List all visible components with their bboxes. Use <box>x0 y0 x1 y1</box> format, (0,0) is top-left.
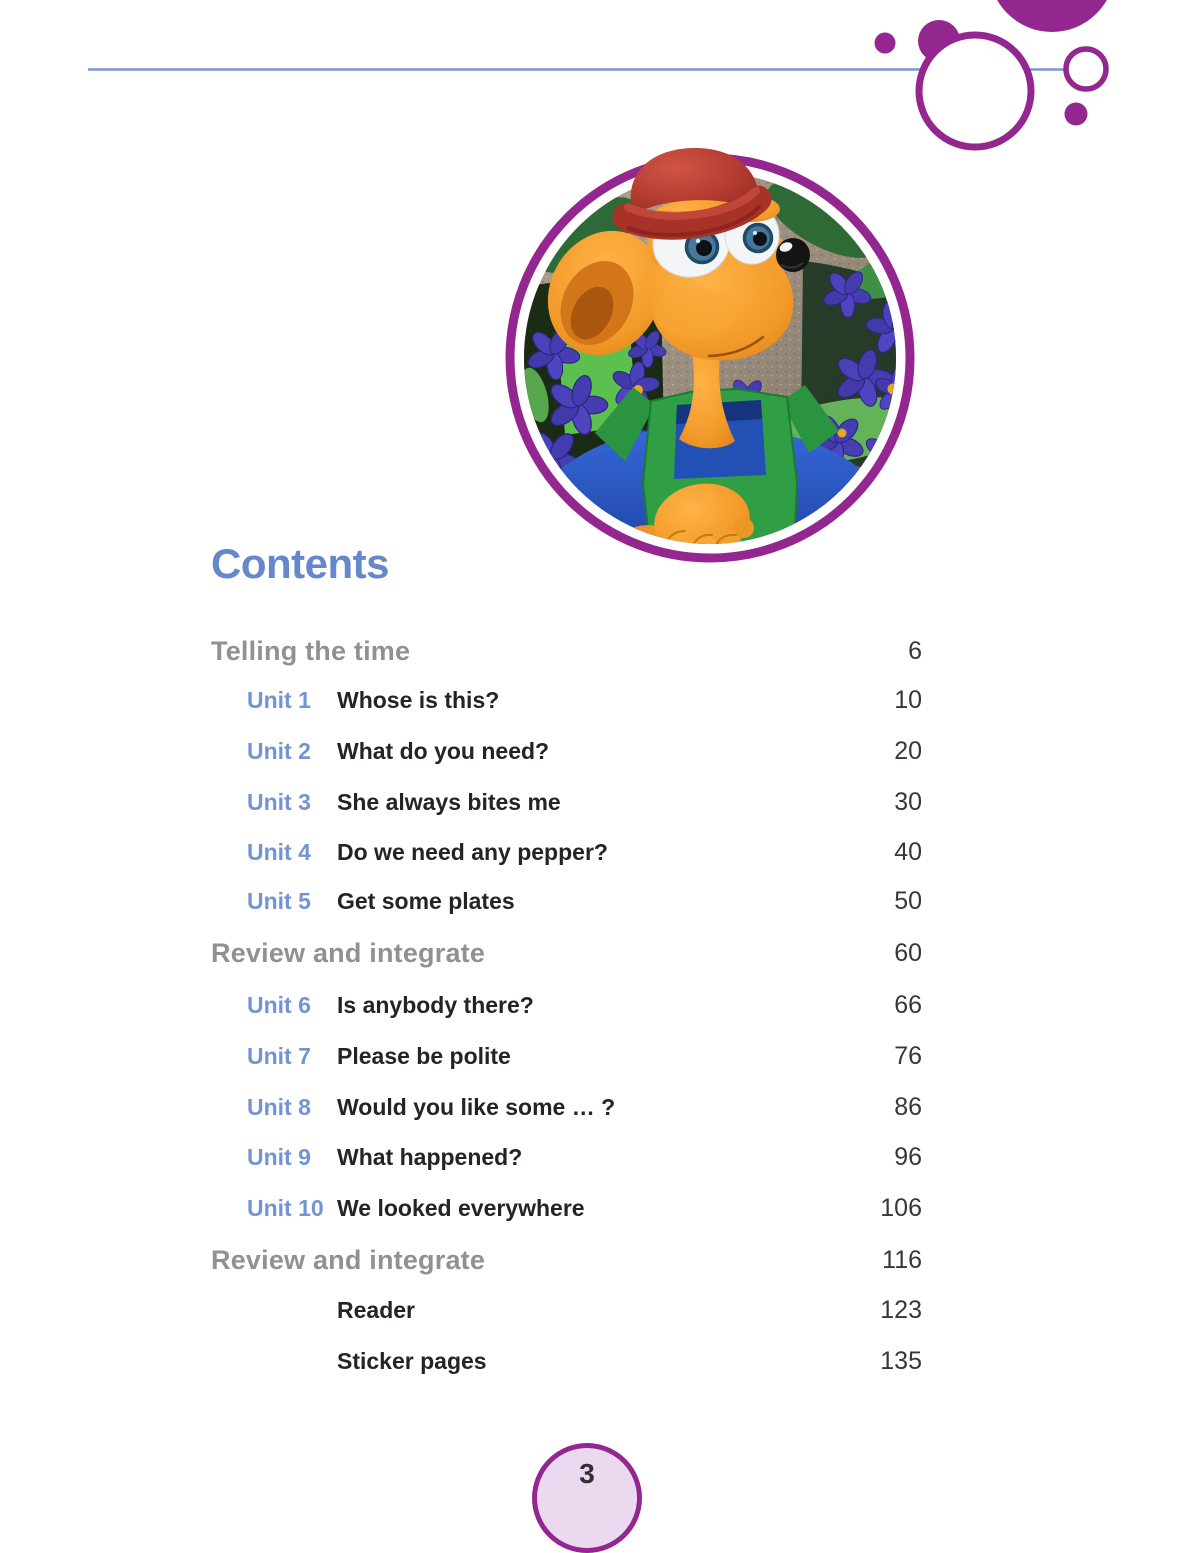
toc-page-number: 6 <box>908 636 922 665</box>
unit-label: Unit 8 <box>247 1093 311 1120</box>
unit-label: Unit 2 <box>247 737 311 764</box>
table-of-contents <box>211 0 922 1500</box>
toc-section-row <box>211 928 922 978</box>
unit-label: Unit 3 <box>247 788 311 815</box>
toc-unit-row <box>211 1183 922 1233</box>
page-number: 3 <box>579 1458 595 1489</box>
toc-entry-title: What happened? <box>337 1143 523 1170</box>
toc-unit-row <box>211 726 922 776</box>
toc-page-number: 106 <box>880 1193 922 1222</box>
toc-page-number: 30 <box>894 787 922 816</box>
bubble-ring-large <box>919 35 1031 147</box>
section-title: Telling the time <box>211 635 411 666</box>
toc-page-number: 60 <box>894 938 922 967</box>
toc-entry-title: Sticker pages <box>337 1347 487 1374</box>
page-number-badge <box>532 1443 642 1553</box>
toc-section-row <box>211 626 922 676</box>
toc-entry-title: Do we need any pepper? <box>337 838 608 865</box>
toc-row <box>211 1336 922 1386</box>
toc-unit-row <box>211 1132 922 1182</box>
toc-entry-title: Reader <box>337 1296 415 1323</box>
toc-page-number: 20 <box>894 736 922 765</box>
toc-page-number: 123 <box>880 1295 922 1324</box>
toc-entry-title: Is anybody there? <box>337 991 534 1018</box>
section-title: Review and integrate <box>211 937 486 968</box>
toc-entry-title: She always bites me <box>337 788 561 815</box>
unit-label: Unit 10 <box>247 1194 324 1221</box>
toc-page-number: 76 <box>894 1041 922 1070</box>
bubble-dot-bottom <box>1065 103 1088 126</box>
section-title: Review and integrate <box>211 1244 486 1275</box>
toc-page-number: 116 <box>882 1245 922 1274</box>
bubble-ring-small <box>1066 49 1106 89</box>
toc-page-number: 86 <box>894 1092 922 1121</box>
toc-page-number: 96 <box>894 1142 922 1171</box>
toc-entry-title: Get some plates <box>337 887 515 914</box>
unit-label: Unit 9 <box>247 1143 311 1170</box>
unit-label: Unit 1 <box>247 686 311 713</box>
unit-label: Unit 5 <box>247 887 311 914</box>
toc-unit-row <box>211 777 922 827</box>
toc-unit-row <box>211 876 922 926</box>
toc-unit-row <box>211 980 922 1030</box>
toc-entry-title: What do you need? <box>337 737 550 764</box>
toc-page-number: 10 <box>894 685 922 714</box>
toc-entry-title: Please be polite <box>337 1042 511 1069</box>
toc-row <box>211 1285 922 1335</box>
page-title: Contents <box>211 540 389 587</box>
toc-unit-row <box>211 1031 922 1081</box>
toc-unit-row <box>211 827 922 877</box>
toc-entry-title: We looked everywhere <box>337 1194 585 1221</box>
unit-label: Unit 4 <box>247 838 311 865</box>
unit-label: Unit 7 <box>247 1042 311 1069</box>
unit-label: Unit 6 <box>247 991 311 1018</box>
bubble-large-filled <box>989 0 1115 32</box>
toc-page-number: 135 <box>880 1346 922 1375</box>
toc-page-number: 40 <box>894 837 922 866</box>
toc-entry-title: Whose is this? <box>337 686 500 713</box>
toc-unit-row <box>211 1082 922 1132</box>
toc-entry-title: Would you like some … ? <box>337 1093 616 1120</box>
toc-section-row <box>211 1235 922 1285</box>
toc-unit-row <box>211 675 922 725</box>
toc-page-number: 50 <box>894 886 922 915</box>
toc-page-number: 66 <box>894 990 922 1019</box>
